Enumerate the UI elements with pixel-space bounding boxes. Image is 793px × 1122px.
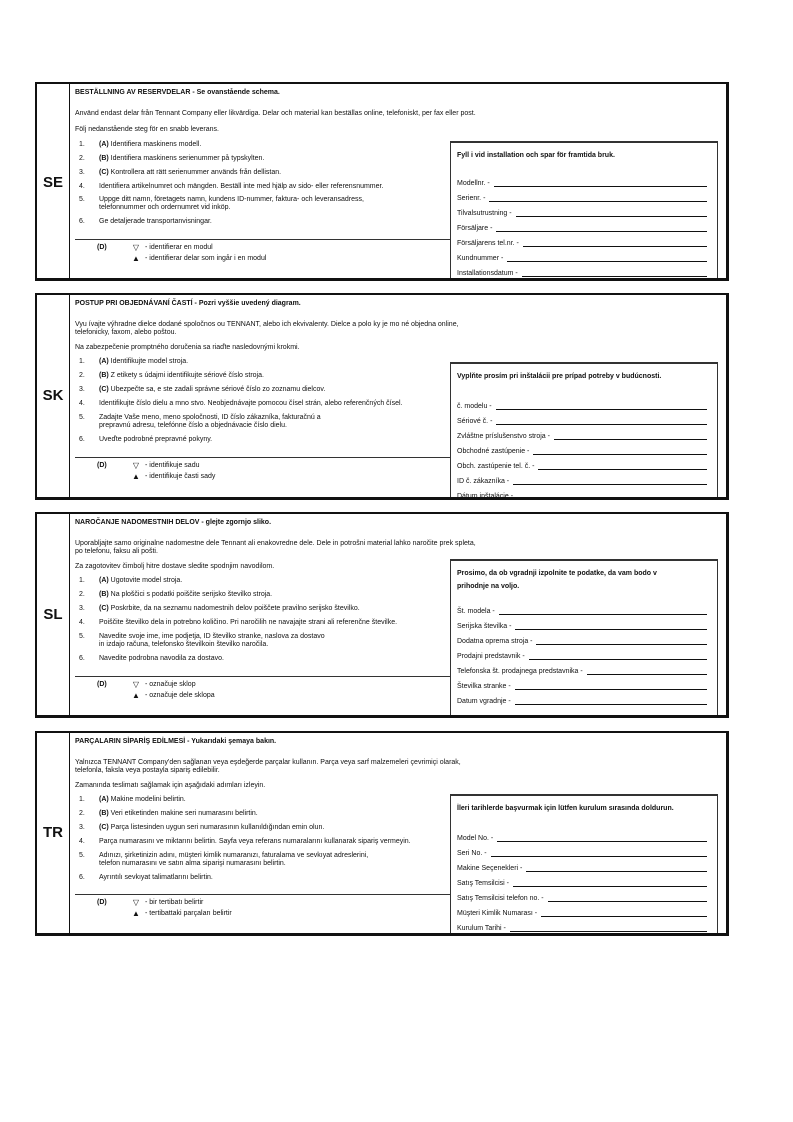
open-triangle-down-icon: ▽ [132,243,140,252]
field-line[interactable] [513,476,707,485]
follow-text: Na zabezpečenie promptného doručenia sa riaďte nasledovnými krokmi. [75,344,300,351]
field-line[interactable] [496,223,707,232]
field-line[interactable] [533,446,707,455]
divider [75,676,450,677]
follow-text: Följ nedanstående steg för en snabb leverans. [75,126,219,133]
form-field-dealer[interactable]: Satış Temsilcisi - [457,875,707,887]
form-field-install-date[interactable]: Installationsdatum - [457,265,707,277]
form-field-options[interactable]: Zvláštne príslušenstvo stroja - [457,428,707,440]
form-field-serial[interactable]: Serienr. - [457,190,707,202]
field-line[interactable] [510,923,707,932]
form-title: Vyplňte prosím pri inštalácii pre prípad potreby v budúcnosti. [457,373,662,380]
section-content: NAROČANJE NADOMESTNIH DELOV - glejte zgornjo sliko. Uporabljajte samo originalne nadomestne dele Tennant ali enakovredne dele. Dele in potrošni material lahko naročite prek spleta, po telefonu, faksu ali pošti. Za zagotovitev čimbolj hitre dostave sledite spodnjim navodilom. 1. (A) Ugotovite model stroja. 2. (B) Na ploščici s podatki poiščite serijsko številko stroja. 3. (C) Poskrbite, da na seznamu nadomestnih delov poiščete pravilno serijsko številko. 4. Poiščite številko dela in potrebno količino. Pri naročilih ne navajajte strani ali referenčne številke. 5. Navedite svoje ime, ime podjetja, ID številko stranke, naslova za dostavo in izdajo računa, telefonsko številkoin številko naročila. 6. Navedite podrobna navodila za dostavo. (D) ▽ - označuje sklop ▲ - označuje dele sklopa [75,519,476,700]
divider [75,239,450,240]
form-field-options[interactable]: Tilvalsutrustning - [457,205,707,217]
intro-text: Använd endast delar från Tennant Company eller likvärdiga. Delar och material kan beställas online, telefoniskt, per fax eller post. [75,110,476,117]
installation-form [450,794,718,933]
field-line[interactable] [491,848,707,857]
field-line[interactable] [513,878,707,887]
section-title [75,300,301,307]
form-field-customer-number[interactable]: Müşteri Kimlik Numarası - [457,905,707,917]
language-column [37,295,70,497]
form-field-model[interactable]: č. modelu - [457,398,707,410]
title-main: NAROČANJE NADOMESTNIH DELOV [75,519,200,526]
filled-triangle-up-icon: ▲ [132,472,140,481]
section-content: BESTÄLLNING AV RESERVDELAR - Se ovanstående schema. Använd endast delar från Tennant Company eller likvärdiga. Delar och material kan beställas online, telefoniskt, per fax eller post. Följ nedanstående steg för en snabb leverans. 1. (A) Identifiera maskinens modell. 2. (B) Identifiera maskinens serienummer på typskylten. 3. (C) Kontrollera att rätt serienummer används från dellistan. 4. Identifiera artikelnumret och mängden. Beställ inte med hjälp av sido- eller referensnummer. 5. Uppge ditt namn, företagets namn, kundens ID-nummer, faktura- och leveransadress, telefonnummer och ordernumret vid inköp. 6. Ge detaljerade transportanvisningar. (D) ▽ - identifierar en modul ▲ - identifierar delar som ingår i en modul [75,89,476,263]
language-column [37,733,70,933]
installation-form [450,141,718,278]
filled-triangle-up-icon: ▲ [132,909,140,918]
field-line[interactable] [507,253,707,262]
language-column [37,514,70,715]
title-sub: - Se ovanstående schema. [190,89,280,96]
form-field-dealer[interactable]: Obchodné zastúpenie - [457,443,707,455]
section-tr [35,731,729,936]
follow-text: Zamanında teslimatı sağlamak için aşağıdaki adımları izleyin. [75,782,266,789]
field-line[interactable] [517,491,707,500]
form-field-model[interactable]: Št. modela - [457,603,707,615]
field-line[interactable] [516,208,707,217]
form-field-dealer-phone[interactable]: Försäljarens tel.nr. - [457,235,707,247]
field-line[interactable] [522,268,707,277]
form-field-serial[interactable]: Sériové č. - [457,413,707,425]
form-field-customer-number[interactable]: Kundnummer - [457,250,707,262]
title-main: POSTUP PRI OBJEDNÁVANÍ ČASTÍ [75,300,193,307]
form-field-serial[interactable]: Serijska številka - [457,618,707,630]
form-field-serial[interactable]: Seri No. - [457,845,707,857]
form-field-customer-number[interactable]: Številka stranke - [457,678,707,690]
field-line[interactable] [554,431,707,440]
form-field-model[interactable]: Model No. - [457,830,707,842]
divider [75,894,450,895]
title-sub: - Pozri vyššie uvedený diagram. [192,300,301,307]
form-field-install-date[interactable]: Dátum inštalácie - [457,488,707,500]
divider [75,457,450,458]
form-field-options[interactable]: Dodatna oprema stroja - [457,633,707,645]
filled-triangle-up-icon: ▲ [132,691,140,700]
field-line[interactable] [523,238,707,247]
section-se [35,82,729,281]
language-code: TR [43,824,63,841]
form-field-dealer-phone[interactable]: Obch. zastúpenie tel. č. - [457,458,707,470]
field-line[interactable] [548,893,707,902]
field-line[interactable] [496,416,707,425]
form-field-dealer[interactable]: Prodajni predstavnik - [457,648,707,660]
open-triangle-down-icon: ▽ [132,680,140,689]
field-line[interactable] [538,461,707,470]
language-code: SL [43,606,63,623]
open-triangle-down-icon: ▽ [132,898,140,907]
filled-triangle-up-icon: ▲ [132,254,140,263]
installation-form [450,362,718,500]
field-line[interactable] [496,401,707,410]
form-title: Fyll i vid installation och spar för framtida bruk. [457,152,615,159]
field-line[interactable] [526,863,707,872]
field-line[interactable] [541,908,707,917]
section-content: POSTUP PRI OBJEDNÁVANÍ ČASTÍ - Pozri vyššie uvedený diagram. Vyu ívajte výhradne dielce dodané spoločnos ou TENNANT, alebo ich ekvivalenty. Dielce a polo ky je mo né objedna online, telefonicky, faxom, alebo poštou. Na zabezpečenie promptného doručenia sa riaďte nasledovnými krokmi. 1. (A) Identifikujte model stroja. 2. (B) Z etikety s údajmi identifikujte sériové číslo stroja. 3. (C) Ubezpečte sa, e ste zadali správne sériové číslo zo zoznamu dielcov. 4. Identifikujte číslo dielu a mno stvo. Neobjednávajte pomocou čísel strán, alebo referenčných čísel. 5. Zadajte Vaše meno, meno spoločnosti, ID číslo zákazníka, fakturačnú a prepravnú adresu, telefónne číslo a objednávacie číslo dielu. 6. Uveďte podrobné prepravné pokyny. (D) ▽ - identifikuje sadu ▲ - identifikuje časti sady [75,300,459,481]
field-line[interactable] [587,666,707,675]
intro-text: Yalnızca TENNANT Company'den sağlanan veya eşdeğerde parçalar kullanın. Parça veya sarf malzemeleri çevrimiçi olarak, telefonla, faksla veya postayla sipariş edilebilir. [75,759,461,774]
section-title [75,519,271,526]
field-line[interactable] [515,681,707,690]
field-line[interactable] [529,651,707,660]
section-sl [35,512,729,718]
form-title: Prosimo, da ob vgradnji izpolnite te podatke, da vam bodo v prihodnje na voljo. [457,570,657,590]
form-field-options[interactable]: Makine Seçenekleri - [457,860,707,872]
form-field-install-date[interactable]: Kurulum Tarihi - [457,920,707,932]
language-column [37,84,70,278]
form-field-install-date[interactable]: Datum vgradnje - [457,693,707,705]
field-line[interactable] [497,833,707,842]
intro-text: Vyu ívajte výhradne dielce dodané spoločnos ou TENNANT, alebo ich ekvivalenty. Dielce a polo ky je mo né objedna online, telefonicky, faxom, alebo poštou. [75,321,459,336]
section-content: PARÇALARIN SİPARİŞ EDİLMESİ - Yukarıdaki şemaya bakın. Yalnızca TENNANT Company'den sağlanan veya eşdeğerde parçalar kullanın. Parça veya sarf malzemeleri çevrimiçi olarak, telefonla, faksla veya postayla sipariş edilebilir. Zamanında teslimatı sağlamak için aşağıdaki adımları izleyin. 1. (A) Makine modelini belirtin. 2. (B) Veri etiketinden makine seri numarasını belirtin. 3. (C) Parça listesinden uygun seri numarasının kullanıldığından emin olun. 4. Parça numarasını ve miktarını belirtin. Sayfa veya referans numaralarını kullanarak sipariş vermeyin. 5. Adınızı, şirketinizin adını, müşteri kimlik numaranızı, faturalama ve sevkıyat adreslerini, telefon numarasını ve satın alma siparişi numarasını belirtin. 6. Ayrıntılı sevkıyat talimatlarını belirtin. (D) ▽ - bir tertibatı belirtir ▲ - tertibattaki parçaları belirtir [75,738,461,918]
field-line[interactable] [515,696,707,705]
field-line[interactable] [515,621,707,630]
intro-text: Uporabljajte samo originalne nadomestne dele Tennant ali enakovredne dele. Dele in potrošni material lahko naročite prek spleta, po telefonu, faksu ali pošti. [75,540,476,555]
follow-text: Za zagotovitev čimbolj hitre dostave sledite spodnjim navodilom. [75,563,275,570]
form-title: İleri tarihlerde başvurmak için lütfen kurulum sırasında doldurun. [457,805,674,812]
language-code: SE [42,174,63,191]
form-field-customer-number[interactable]: ID č. zákazníka - [457,473,707,485]
section-title [75,738,276,745]
language-code: SK [42,387,64,404]
open-triangle-down-icon: ▽ [132,461,140,470]
installation-form [450,559,718,715]
field-line[interactable] [536,636,707,645]
form-field-dealer[interactable]: Försäljare - [457,220,707,232]
field-line[interactable] [494,178,707,187]
form-field-dealer-phone[interactable]: Telefonska št. prodajnega predstavnika - [457,663,707,675]
field-line[interactable] [489,193,707,202]
field-line[interactable] [499,606,707,615]
form-field-model[interactable]: Modellnr. - [457,175,707,187]
section-sk [35,293,729,500]
title-sub: - glejte zgornjo sliko. [199,519,272,526]
title-main: PARÇALARIN SİPARİŞ EDİLMESİ [75,738,186,745]
form-field-dealer-phone[interactable]: Satış Temsilcisi telefon no. - [457,890,707,902]
title-sub: - Yukarıdaki şemaya bakın. [185,738,277,745]
title-main: BESTÄLLNING AV RESERVDELAR [75,89,191,96]
section-title [75,89,280,96]
